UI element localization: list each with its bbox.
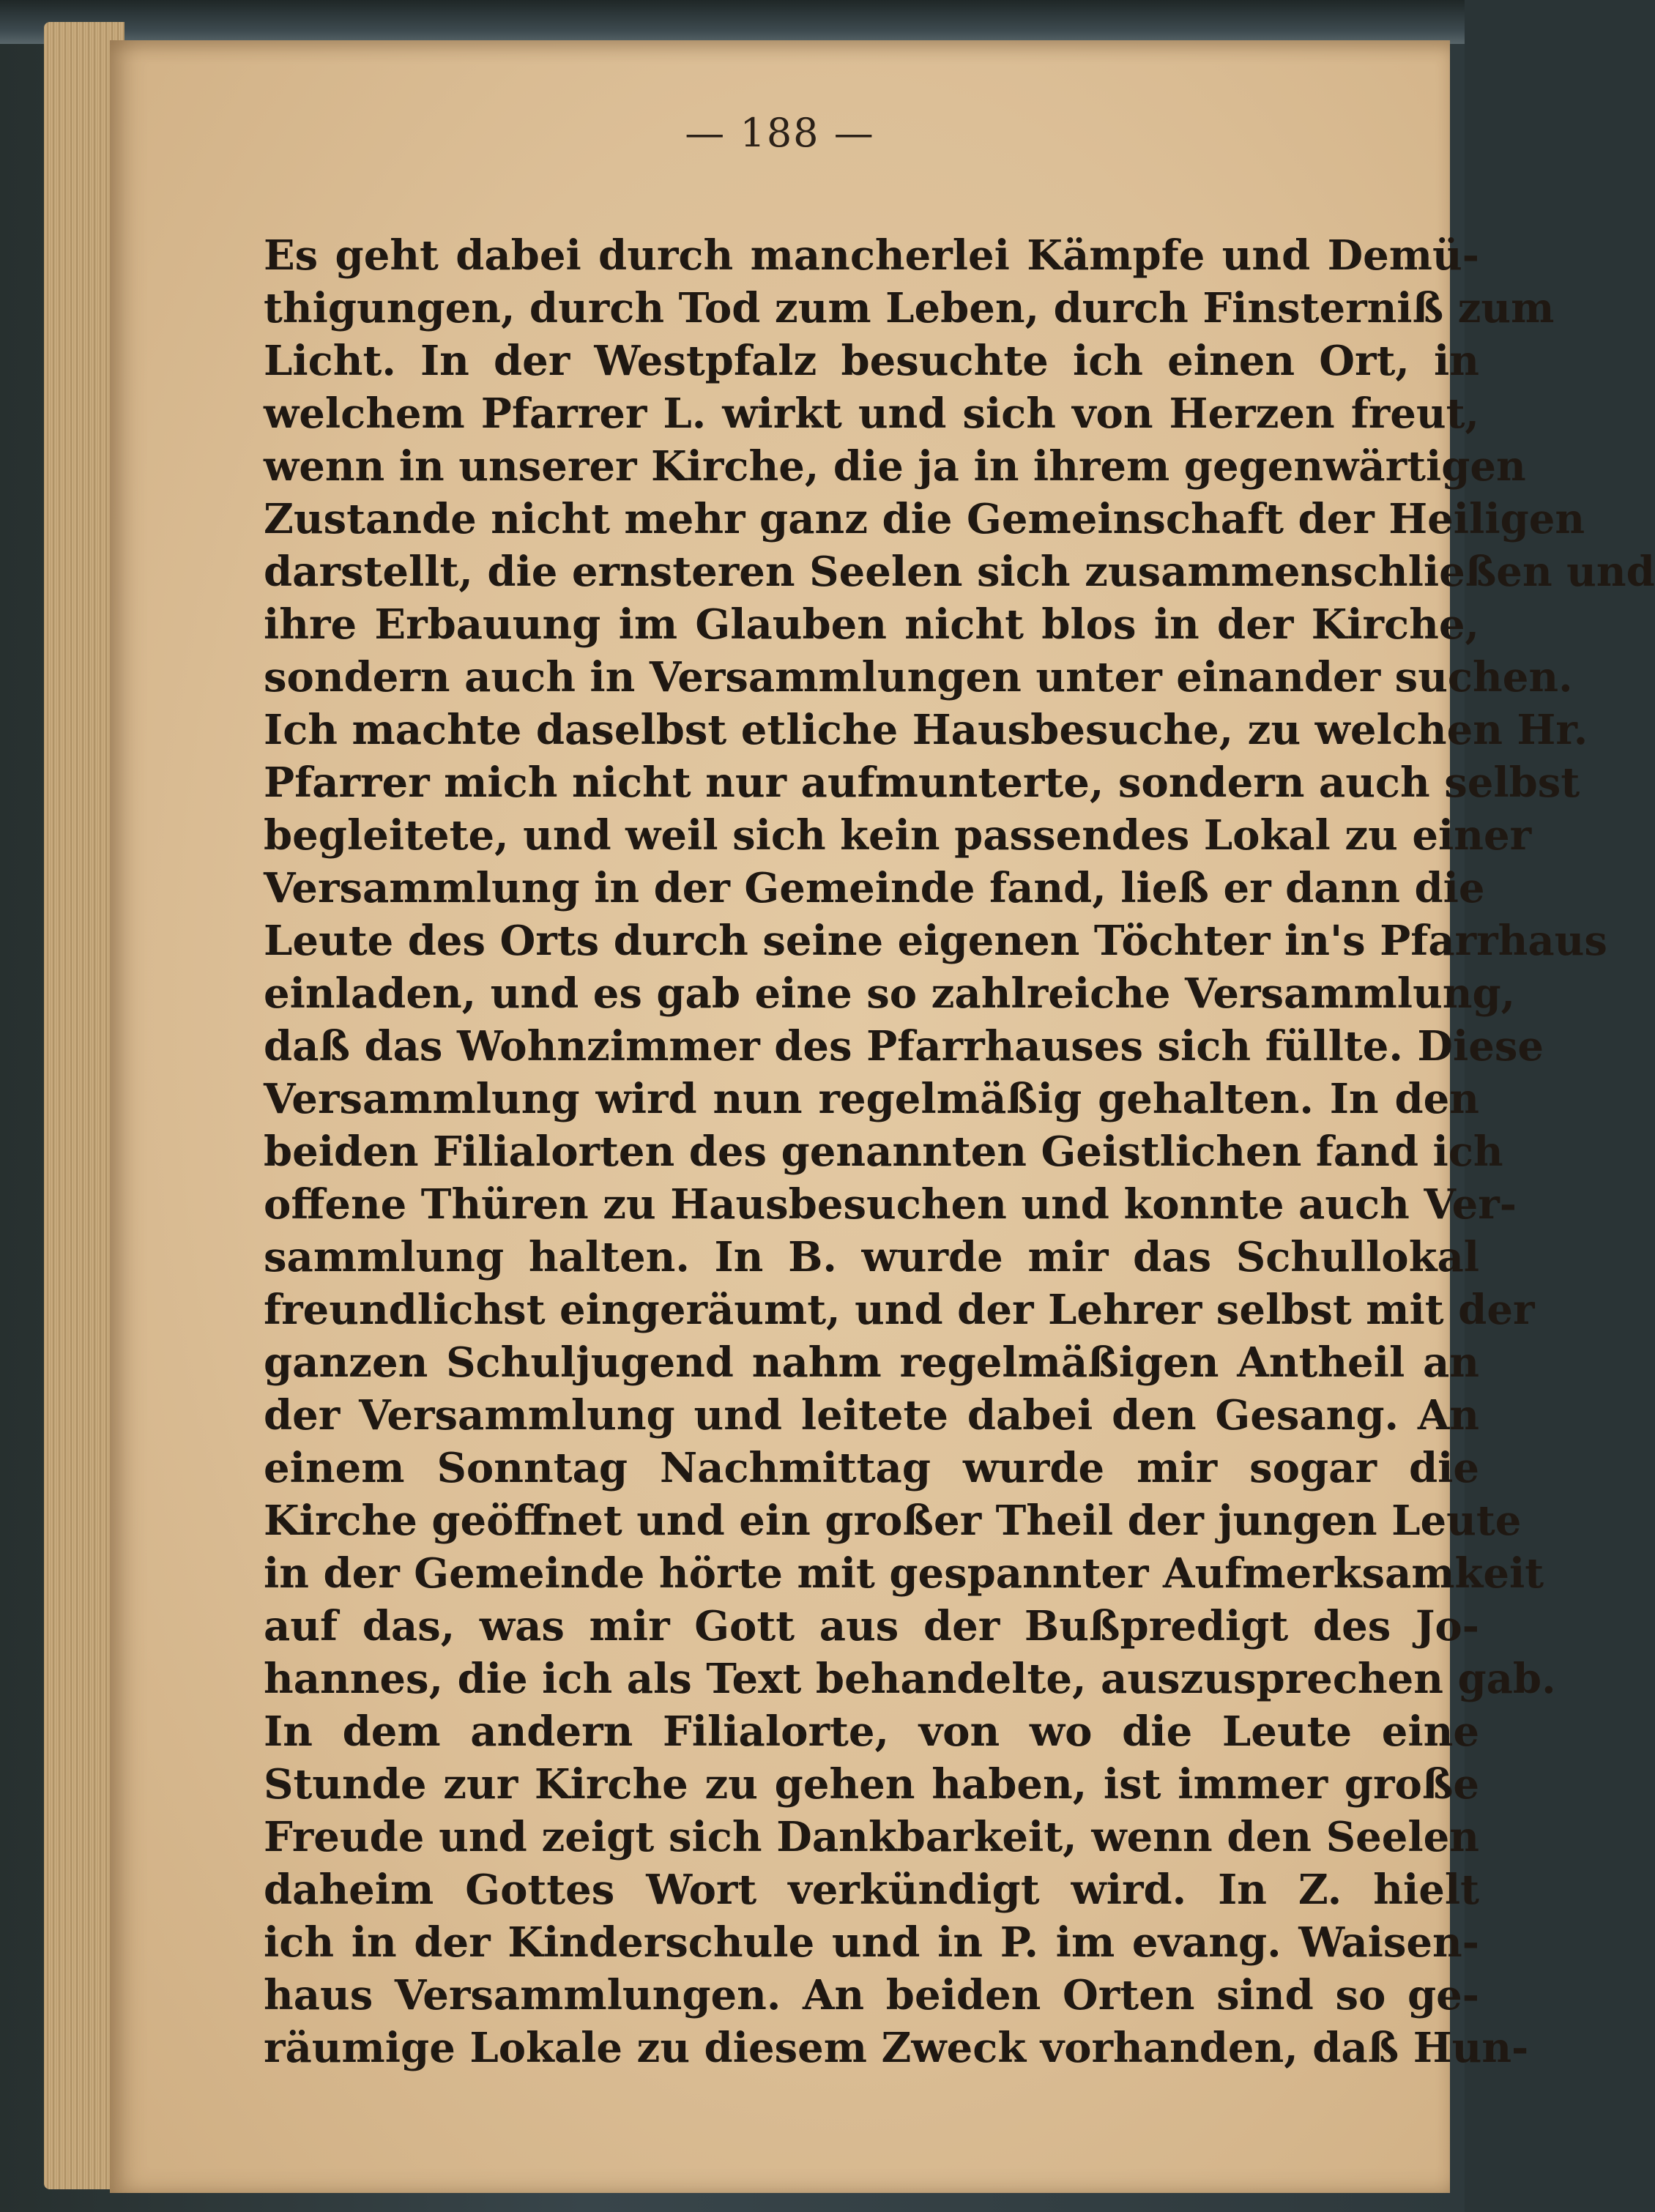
text-line: daß das Wohnzimmer des Pfarrhauses sich füllte. Diese — [264, 1022, 1544, 1070]
page-number-header: — 188 — — [685, 110, 875, 156]
text-line: haus Versammlungen. An beiden Orten sind so ge- — [264, 1971, 1479, 2019]
text-line: einem Sonntag Nachmittag wurde mir sogar die — [264, 1444, 1479, 1492]
text-line: Ich machte daselbst etliche Hausbesuche, zu welchen Hr. — [264, 706, 1588, 754]
text-line: einladen, und es gab eine so zahlreiche Versammlung, — [264, 969, 1516, 1018]
text-line: wenn in unserer Kirche, die ja in ihrem gegenwärtigen — [264, 442, 1526, 491]
text-line: sammlung halten. In B. wurde mir das Schullokal — [264, 1233, 1479, 1281]
text-line: Zustande nicht mehr ganz die Gemeinschaft der Heiligen — [264, 495, 1585, 543]
text-line: Licht. In der Westpfalz besuchte ich einen Ort, in — [264, 337, 1479, 385]
book-cover-edge — [0, 0, 1465, 44]
text-line: darstellt, die ernsteren Seelen sich zusammenschließen und — [264, 548, 1655, 596]
text-line: welchem Pfarrer L. wirkt und sich von Herzen freut, — [264, 390, 1479, 438]
text-line: hannes, die ich als Text behandelte, auszusprechen gab. — [264, 1655, 1556, 1703]
text-line: Es geht dabei durch mancherlei Kämpfe und Demü- — [264, 231, 1479, 280]
text-line: daheim Gottes Wort verkündigt wird. In Z. hielt — [264, 1866, 1479, 1914]
text-line: Freude und zeigt sich Dankbarkeit, wenn den Seelen — [264, 1813, 1479, 1861]
text-line: In dem andern Filialorte, von wo die Leute eine — [264, 1708, 1479, 1756]
text-line: Versammlung in der Gemeinde fand, ließ er dann die — [264, 864, 1485, 912]
text-line: begleitete, und weil sich kein passendes Lokal zu einer — [264, 811, 1532, 860]
text-line: Stunde zur Kirche zu gehen haben, ist immer große — [264, 1760, 1479, 1809]
text-line: Versammlung wird nun regelmäßig gehalten. In den — [264, 1075, 1479, 1123]
text-line: beiden Filialorten des genannten Geistlichen fand ich — [264, 1128, 1503, 1176]
text-line: ihre Erbauung im Glauben nicht blos in der Kirche, — [264, 600, 1479, 649]
text-line: räumige Lokale zu diesem Zweck vorhanden, daß Hun- — [264, 2024, 1529, 2072]
text-line: der Versammlung und leitete dabei den Gesang. An — [264, 1391, 1479, 1440]
text-line: ganzen Schuljugend nahm regelmäßigen Antheil an — [264, 1338, 1479, 1387]
text-line: auf das, was mir Gott aus der Bußpredigt des Jo- — [264, 1602, 1479, 1650]
text-line: Pfarrer mich nicht nur aufmunterte, sondern auch selbst — [264, 759, 1580, 807]
text-line: in der Gemeinde hörte mit gespannter Aufmerksamkeit — [264, 1549, 1544, 1598]
text-line: offene Thüren zu Hausbesuchen und konnte auch Ver- — [264, 1180, 1517, 1229]
text-line: sondern auch in Versammlungen unter einander suchen. — [264, 653, 1573, 701]
book-page — [110, 40, 1655, 2193]
text-line: Leute des Orts durch seine eigenen Töchter in's Pfarrhaus — [264, 917, 1607, 965]
text-line: Kirche geöffnet und ein großer Theil der jungen Leute — [264, 1497, 1522, 1545]
text-line: thigungen, durch Tod zum Leben, durch Finsterniß zum — [264, 284, 1555, 332]
text-line: freundlichst eingeräumt, und der Lehrer selbst mit der — [264, 1286, 1535, 1334]
text-line: ich in der Kinderschule und in P. im evang. Waisen- — [264, 1918, 1479, 1967]
